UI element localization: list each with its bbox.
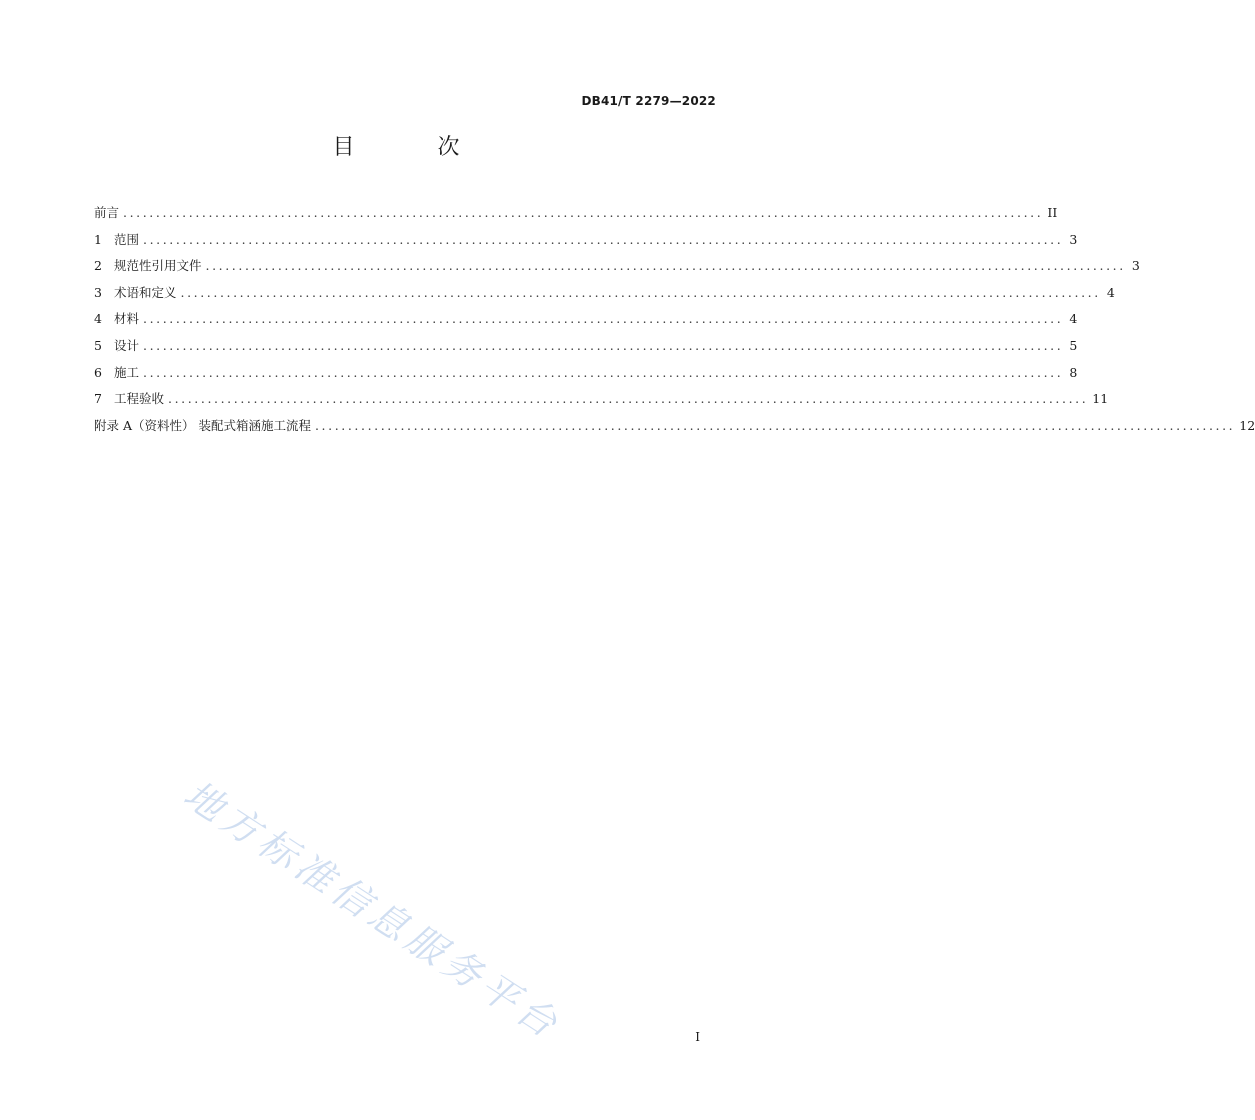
toc-entry-number: 5 [94,337,102,353]
toc-entry-number: 3 [94,284,102,300]
toc-entry-label: 工程验收 [114,391,165,407]
toc-entry-page: 12 [1239,417,1255,433]
toc-entry-number: 1 [94,231,102,247]
toc-entry-foreword[interactable] [94,203,1058,230]
toc-list [94,203,1255,442]
toc-leader-dots: ............................................................................................................................................ [143,311,1064,327]
toc-entry-4[interactable] [94,309,1078,336]
toc-leader-dots: ............................................................................................................................................ [168,391,1089,407]
toc-entry-3[interactable] [94,283,1115,310]
toc-entry-label: 施工 [114,364,140,380]
page-number: I [695,1030,700,1044]
toc-entry-label: 附录 A（资料性） 装配式箱涵施工流程 [94,417,311,433]
toc-entry-number: 4 [94,311,102,327]
toc-entry-number: 2 [94,258,102,274]
toc-entry-5[interactable] [94,336,1078,363]
toc-entry-page: 3 [1069,231,1078,247]
toc-entry-page: 4 [1106,284,1115,300]
toc-entry-appendix-a[interactable] [94,416,1255,443]
toc-entry-page: 11 [1092,391,1109,407]
toc-title: 目 次 [332,135,498,160]
toc-entry-page: 4 [1069,311,1078,327]
toc-leader-dots: ............................................................................................................................................ [205,258,1126,274]
toc-leader-dots: ............................................................................................................................................ [143,364,1064,380]
toc-entry-label: 前言 [94,205,120,220]
toc-entry-page: 5 [1069,337,1078,353]
toc-entry-number: 7 [94,391,102,407]
toc-entry-number: 6 [94,364,102,380]
toc-entry-label: 术语和定义 [114,284,177,300]
toc-entry-page: 8 [1069,364,1078,380]
toc-entry-2[interactable] [94,256,1140,283]
toc-entry-7[interactable] [94,389,1109,416]
toc-leader-dots: ............................................................................................................................................ [143,337,1064,353]
watermark: 地方标准信息服务平台 [176,771,570,1049]
toc-entry-page: 3 [1131,258,1140,274]
toc-leader-dots: ............................................................................................................................................ [314,417,1236,433]
toc-entry-6[interactable] [94,363,1078,390]
toc-leader-dots: ............................................................................................................................................ [143,231,1064,247]
toc-entry-1[interactable] [94,230,1078,257]
toc-leader-dots: ............................................................................................................................................ [123,205,1044,220]
toc-leader-dots: ............................................................................................................................................ [180,284,1101,300]
toc-entry-label: 范围 [114,231,140,247]
toc-entry-page: II [1047,205,1058,220]
toc-entry-label: 设计 [114,337,140,353]
toc-entry-label: 材料 [114,311,140,327]
toc-entry-label: 规范性引用文件 [114,258,202,274]
standard-code: DB41/T 2279—2022 [581,94,716,108]
